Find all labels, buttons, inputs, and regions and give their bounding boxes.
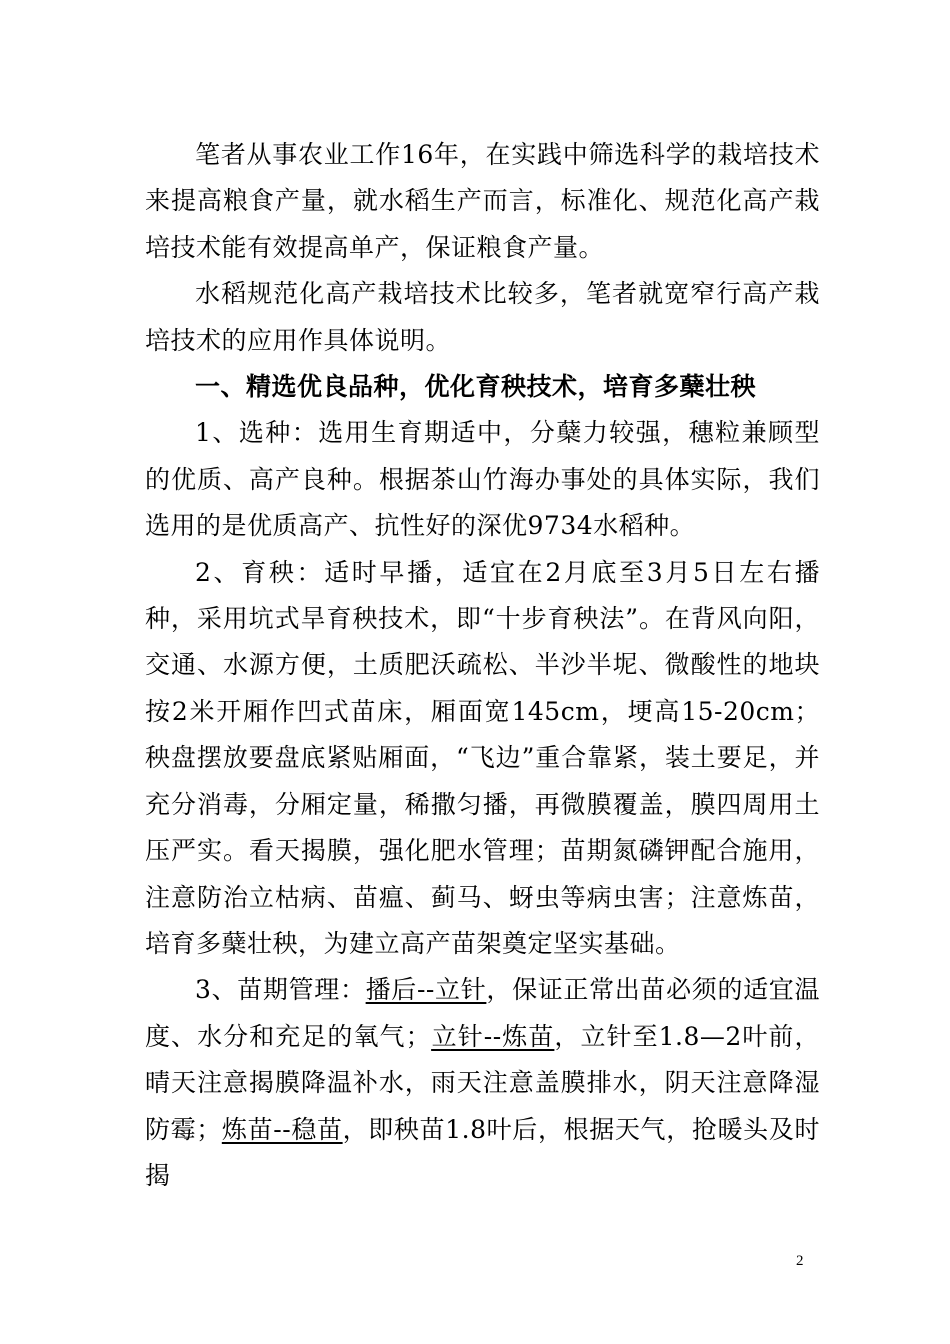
stage1-label: 播后--立针 — [365, 975, 487, 1005]
seedling-raising-paragraph: 2、育秧：适时早播，适宜在2月底至3月5日左右播种，采用坑式旱育秧技术，即“十步育秧法”。在背风向阳，交通、水源方便，土质肥沃疏松、半沙半坭、微酸性的地块按2米开厢作凹式苗床，厢面宽145cm，埂高15-20cm；秧盘摆放要盘底紧贴厢面，“飞边”重合靠紧，装土要足，并充分消毒，分厢定量，稀撒匀播，再微膜覆盖，膜四周用土压严实。看天揭膜，强化肥水管理；苗期氮磷钾配合施用，注意防治立枯病、苗瘟、蓟马、蚜虫等病虫害；注意炼苗，培育多蘖壮秧，为建立高产苗架奠定坚实基础。 — [145, 557, 820, 958]
document-body — [145, 132, 820, 1199]
method-paragraph: 水稻规范化高产栽培技术比较多，笔者就宽窄行高产栽培技术的应用作具体说明。 — [145, 279, 820, 355]
section3-lead: 3、苗期管理： — [195, 975, 366, 1005]
intro-paragraph: 笔者从事农业工作16年，在实践中筛选科学的栽培技术来提高粮食产量，就水稻生产而言，标准化、规范化高产栽培技术能有效提高单产，保证粮食产量。 — [145, 140, 820, 262]
section-heading: 一、精选优良品种，优化育秧技术，培育多蘖壮秧 — [195, 372, 757, 402]
stage1-text: ，保证正常出苗必须的适宜温度、水分和充足的氧气； — [145, 975, 820, 1051]
stage2-text: ，立针至1.8—2叶前，晴天注意揭膜降温补水，雨天注意盖膜排水，阴天注意降湿防霉； — [145, 1021, 820, 1144]
stage2-label: 立针--炼苗 — [431, 1021, 555, 1051]
stage3-text: ，即秧苗1.8叶后，根据天气，抢暖头及时揭 — [145, 1114, 820, 1190]
seedling-management-paragraph — [145, 967, 820, 1199]
page-number: 2 — [796, 1253, 804, 1269]
seed-selection-paragraph: 1、选种：选用生育期适中，分蘖力较强，穗粒兼顾型的优质、高产良种。根据茶山竹海办事处的具体实际，我们选用的是优质高产、抗性好的深优9734水稻种。 — [145, 418, 820, 541]
stage3-label: 炼苗--稳苗 — [221, 1114, 343, 1144]
